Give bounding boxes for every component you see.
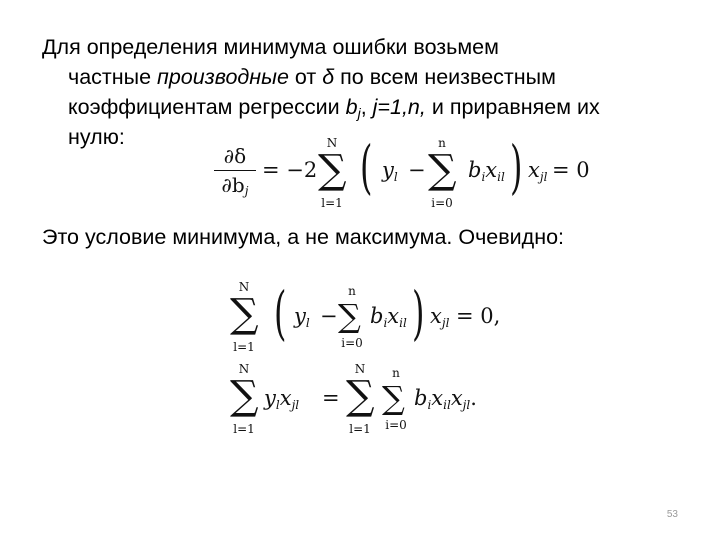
inner-sum-lower: i=0 <box>431 196 453 210</box>
equals-sign: = <box>322 386 340 410</box>
right-paren: ) <box>412 279 425 347</box>
x-sub: jl <box>441 316 450 330</box>
sum-sign: ∑ <box>230 373 259 419</box>
x-var: x <box>450 386 463 410</box>
left-paren: ( <box>360 133 373 201</box>
y-term <box>294 304 310 328</box>
y-var: y <box>294 304 306 328</box>
text-run: , <box>360 95 373 119</box>
fraction-numerator: ∂δ <box>214 144 256 171</box>
x-sub: il <box>497 170 505 184</box>
intro-line-4: нулю: <box>68 125 125 149</box>
text-run: коэффициентам регрессии <box>68 95 346 119</box>
sum-sign: ∑ <box>318 147 347 193</box>
inner-sum-sign: ∑ <box>428 147 457 193</box>
sum-lower-limit: l=1 <box>349 422 371 436</box>
coef-b: b <box>345 95 358 119</box>
x-var: x <box>387 304 400 328</box>
inner-sum-lower: i=0 <box>341 336 363 350</box>
x-var: x <box>485 158 498 182</box>
x-var: x <box>528 158 540 182</box>
minus-sign: − <box>408 158 426 182</box>
coef-b-sub: j <box>357 105 361 121</box>
x-sub: jl <box>291 398 300 412</box>
bx-term <box>468 158 505 182</box>
italic-word: производные <box>157 65 289 89</box>
intro-line-1: Для определения минимума ошибки возьмем <box>42 35 499 59</box>
inner-sum-sign: ∑ <box>382 379 405 417</box>
bx-term <box>370 304 407 328</box>
fraction-denominator <box>214 171 256 197</box>
x-sub: jl <box>539 170 548 184</box>
y-term <box>382 158 398 182</box>
x-sub: il <box>443 398 451 412</box>
x-var: x <box>430 304 442 328</box>
y-var: y <box>264 386 276 410</box>
b-sub: i <box>481 170 486 184</box>
sum-lower-limit: l=1 <box>321 196 343 210</box>
lhs-term <box>264 386 299 410</box>
den-text: ∂b <box>221 173 245 197</box>
sum-sign: ∑ <box>346 373 375 419</box>
outer-x-term <box>528 158 547 182</box>
outer-x-term <box>430 304 449 328</box>
text-run: и приравняем их <box>425 95 600 119</box>
y-sub: l <box>305 316 310 330</box>
equals-zero: = 0, <box>456 304 501 328</box>
equals-minus-two: = −2 <box>262 158 318 182</box>
sum-lower-limit: l=1 <box>233 422 255 436</box>
b-var: b <box>370 304 384 328</box>
text-run: по всем неизвестным <box>334 65 556 89</box>
sum-upper-limit: N <box>238 362 250 376</box>
page-number: 53 <box>666 509 678 520</box>
y-sub: l <box>393 170 398 184</box>
intro-line-3 <box>42 92 702 122</box>
den-sub: j <box>244 184 249 198</box>
b-sub: i <box>427 398 432 412</box>
y-var: y <box>382 158 394 182</box>
index-range: j=1,n, <box>372 95 426 119</box>
x-sub: il <box>399 316 407 330</box>
sum-sign: ∑ <box>230 291 259 337</box>
inner-sum-sign: ∑ <box>338 297 361 335</box>
x-var: x <box>279 386 292 410</box>
text-run: от <box>288 65 323 89</box>
right-paren: ) <box>510 133 523 201</box>
sum-upper-limit: N <box>326 136 338 150</box>
equals-zero: = 0 <box>552 158 590 182</box>
y-sub: l <box>275 398 280 412</box>
rhs-term <box>414 386 477 410</box>
b-var: b <box>468 158 482 182</box>
inner-sum-upper: n <box>348 284 356 298</box>
text-run: частные <box>68 65 158 89</box>
normal-equation-1 <box>226 279 556 362</box>
sum-upper-limit: N <box>354 362 366 376</box>
normal-equation-2 <box>226 362 556 444</box>
intro-line-2 <box>42 62 702 92</box>
x-var: x <box>431 386 444 410</box>
minus-sign: − <box>320 304 338 328</box>
period: . <box>470 386 477 410</box>
delta-symbol: δ <box>322 65 335 89</box>
b-var: b <box>414 386 428 410</box>
derivative-equation <box>214 133 594 216</box>
sum-upper-limit: N <box>238 280 250 294</box>
x-sub: jl <box>462 398 471 412</box>
inner-sum-upper: n <box>392 366 400 380</box>
condition-paragraph: Это условие минимума, а не максимума. Очевидно: <box>42 225 565 249</box>
left-paren: ( <box>274 279 287 347</box>
inner-sum-lower: i=0 <box>385 418 407 432</box>
inner-sum-upper: n <box>438 136 446 150</box>
partial-derivative-fraction <box>214 144 256 197</box>
b-sub: i <box>383 316 388 330</box>
sum-lower-limit: l=1 <box>233 340 255 354</box>
